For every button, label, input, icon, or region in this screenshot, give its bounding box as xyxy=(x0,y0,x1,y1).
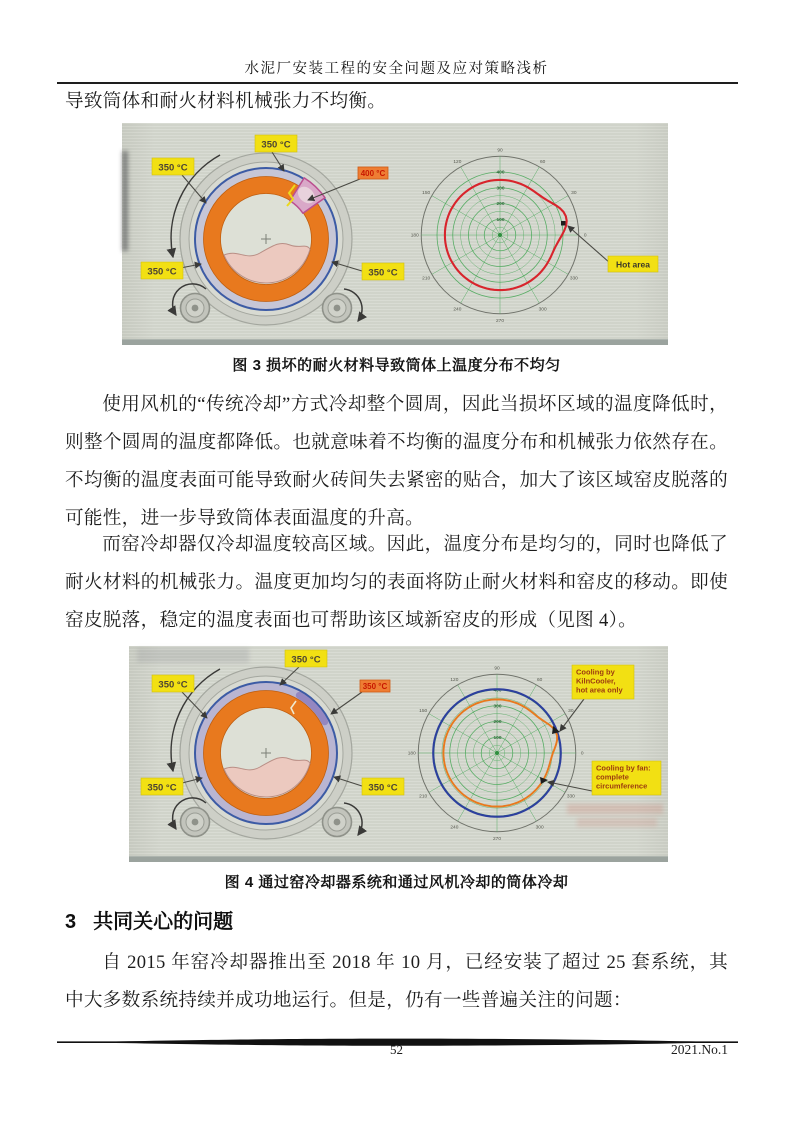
fan-arrow xyxy=(548,782,597,792)
svg-text:180: 180 xyxy=(410,233,419,239)
svg-text:270: 270 xyxy=(495,318,505,324)
fan-label-line2: complete xyxy=(596,772,629,782)
temp-label-lower-left-text: 350 °C xyxy=(147,782,177,794)
temp-label-lower-right-text: 350 °C xyxy=(368,267,398,279)
kilncooler-label-line2: KilnCooler, xyxy=(576,676,616,686)
paragraph-2: 而窑冷却器仅冷却温度较高区域。因此，温度分布是均匀的，同时也降低了耐火材料的机械张力。温度更加均匀的表面将防止耐火材料和窑皮的移动。即使窑皮脱落，稳定的温度表面也可帮助该区域新窑皮的形成（见图 4）。 xyxy=(65,534,728,631)
svg-text:0: 0 xyxy=(583,233,587,239)
svg-text:30: 30 xyxy=(571,191,577,197)
svg-text:300: 300 xyxy=(496,186,505,192)
section-number: 3 xyxy=(65,911,77,933)
svg-text:100: 100 xyxy=(493,735,502,741)
svg-text:330: 330 xyxy=(566,794,575,800)
svg-text:0: 0 xyxy=(580,751,584,757)
svg-text:300: 300 xyxy=(538,307,547,313)
kiln-cross-section xyxy=(171,153,362,325)
roller-left-hub xyxy=(192,819,199,826)
svg-text:240: 240 xyxy=(450,825,459,831)
hot-area-marker xyxy=(561,221,566,226)
svg-text:90: 90 xyxy=(494,666,500,672)
svg-text:180: 180 xyxy=(407,751,416,757)
figure-4-drawing xyxy=(129,646,668,862)
section-title: 共同关心的问题 xyxy=(93,911,234,933)
svg-text:300: 300 xyxy=(535,825,544,831)
svg-text:200: 200 xyxy=(496,202,505,208)
svg-text:120: 120 xyxy=(450,677,459,683)
footer-page-number: 52 xyxy=(390,1042,403,1057)
svg-text:30: 30 xyxy=(568,709,574,715)
figure-3-caption: 图 3 损坏的耐火材料导致筒体上温度分布不均匀 xyxy=(232,357,561,374)
figure-3-drawing xyxy=(122,123,668,345)
svg-text:240: 240 xyxy=(453,307,462,313)
kilncooler-label-line1: Cooling by xyxy=(576,667,615,677)
kilncooler-arrow xyxy=(560,699,584,731)
figure-3-image xyxy=(122,123,668,345)
roller-left-hub xyxy=(192,305,199,312)
section-heading xyxy=(65,905,233,934)
roller-right-hub xyxy=(334,819,341,826)
figure-4-image xyxy=(129,646,668,862)
svg-text:210: 210 xyxy=(419,794,428,800)
paragraph-3: 自 2015 年窑冷却器推出至 2018 年 10 月，已经安装了超过 25 套系统，其中大多数系统持续并成功地运行。但是，仍有一些普遍关注的问题： xyxy=(65,952,728,1011)
svg-text:330: 330 xyxy=(569,276,578,282)
scan-edge-strip xyxy=(122,340,668,345)
kilncooler-label-line3: hot area only xyxy=(576,685,623,695)
temp-label-lower-right-text: 350 °C xyxy=(368,782,398,794)
temp-label-upper-left-text: 350 °C xyxy=(158,162,188,174)
hot-area-arrow xyxy=(568,226,610,263)
temp-label-hot-spot-text: 400 °C xyxy=(360,169,386,179)
paragraph-1: 使用风机的“传统冷却”方式冷却整个圆周，因此当损坏区域的温度降低时，则整个圆周的温度都降低。也就意味着不均衡的温度分布和机械张力依然存在。不均衡的温度表面可能导致耐火砖间失去紧密的贴合，加大了该区域窑皮脱落的可能性，进一步导致筒体表面温度的升高。 xyxy=(65,394,728,529)
svg-text:90: 90 xyxy=(497,148,503,154)
polar-chart-fig4 xyxy=(408,665,584,842)
svg-text:150: 150 xyxy=(419,709,428,715)
svg-text:270: 270 xyxy=(492,836,502,842)
svg-text:150: 150 xyxy=(422,191,431,197)
kiln-cross-section xyxy=(171,667,362,839)
svg-text:300: 300 xyxy=(493,704,502,710)
svg-text:210: 210 xyxy=(422,276,431,282)
figure-4-caption: 图 4 通过窑冷却器系统和通过风机冷却的筒体冷却 xyxy=(224,874,569,891)
svg-text:60: 60 xyxy=(536,677,543,683)
fan-label-line3: circumference xyxy=(596,781,648,791)
fan-label-line1: Cooling by fan: xyxy=(596,763,651,773)
footer-issue: 2021.No.1 xyxy=(671,1042,728,1057)
scan-edge-strip xyxy=(129,857,668,862)
temp-label-upper-left-text: 350 °C xyxy=(158,679,188,691)
hot-area-label-text: Hot area xyxy=(615,259,651,270)
header-rule xyxy=(57,82,738,84)
svg-text:60: 60 xyxy=(539,159,546,165)
header-title: 水泥厂安装工程的安全问题及应对策略浅析 xyxy=(244,61,549,77)
svg-text:400: 400 xyxy=(493,688,502,694)
intro-line: 导致筒体和耐火材料机械张力不均衡。 xyxy=(65,91,387,112)
temp-label-top-text: 350 °C xyxy=(261,139,291,151)
svg-text:400: 400 xyxy=(496,170,505,176)
polar-chart-fig3 xyxy=(411,147,587,324)
temp-label-hot-spot-text: 350 °C xyxy=(362,682,388,692)
roller-right-hub xyxy=(334,305,341,312)
temp-label-lower-left-text: 350 °C xyxy=(147,266,177,278)
temp-label-top-text: 350 °C xyxy=(291,654,321,666)
svg-text:120: 120 xyxy=(453,159,462,165)
svg-text:100: 100 xyxy=(496,217,505,223)
svg-text:200: 200 xyxy=(493,720,502,726)
